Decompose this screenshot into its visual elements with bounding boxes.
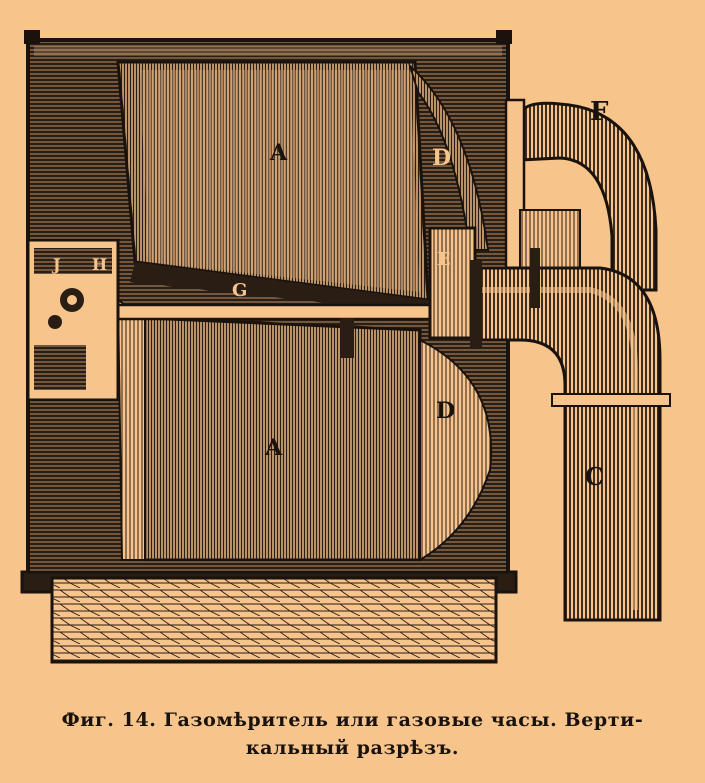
brick-base	[52, 578, 496, 662]
label-g: G	[232, 280, 248, 301]
caption-line-2: кальный разрѣзъ.	[245, 737, 460, 759]
caption-line-1: Фиг. 14. Газомѣритель или газовые часы. Верти-	[61, 709, 644, 731]
drum-lower	[118, 300, 420, 560]
label-a-lower: A	[265, 435, 283, 461]
drum-upper	[118, 62, 428, 300]
label-d-upper: D	[432, 145, 452, 171]
figure-caption	[20, 706, 685, 762]
label-a-upper: A	[270, 140, 288, 166]
label-h: H	[92, 255, 108, 274]
label-e: E	[437, 249, 451, 270]
pipe-f	[506, 100, 656, 290]
label-d-lower: D	[436, 398, 456, 424]
label-j: J	[53, 255, 61, 274]
inlet-box-e	[430, 228, 475, 338]
label-f: F	[590, 97, 609, 127]
label-c: C	[585, 462, 605, 491]
